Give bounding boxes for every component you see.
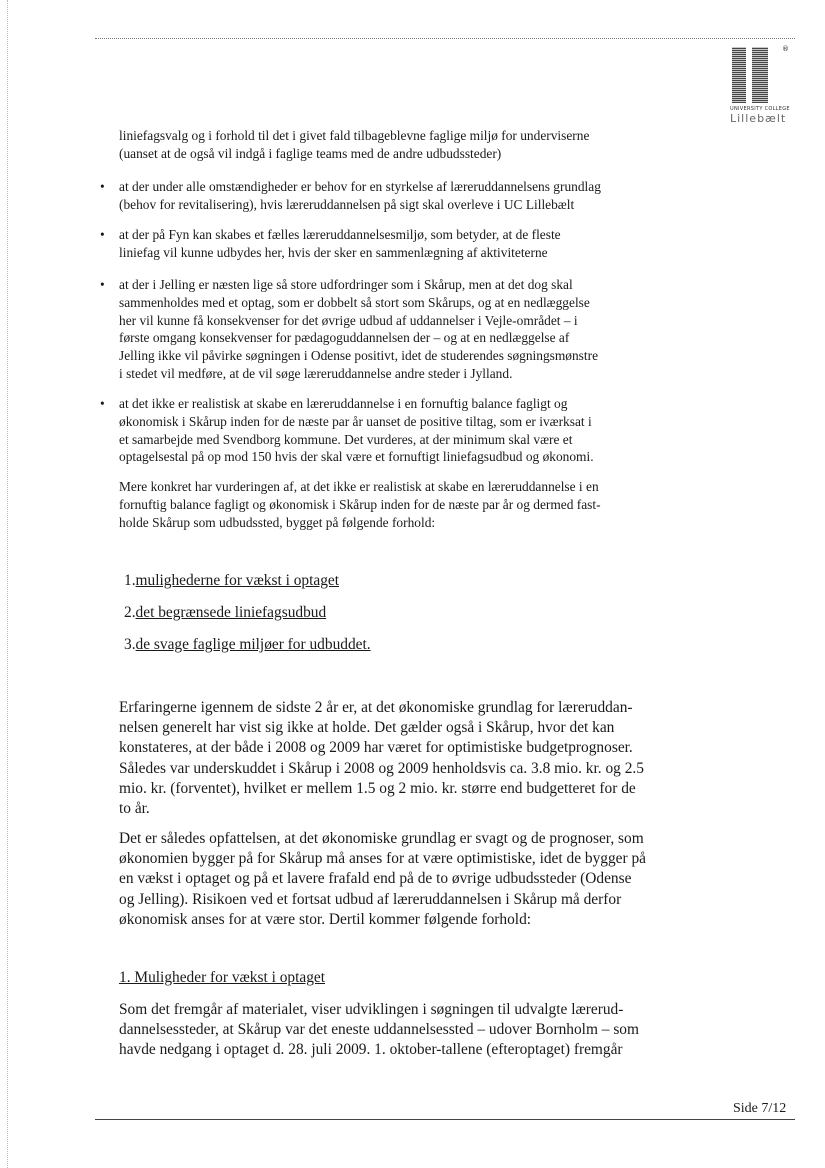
text-line: liniefagsvalg og i forhold til det i givet fald tilbageblevne faglige miljø for underviserne xyxy=(119,128,590,143)
item-text: de svage faglige miljøer for udbuddet. xyxy=(135,636,371,653)
text-line: et samarbejde med Svendborg kommune. Det vurderes, at der minimum skal være et xyxy=(119,431,573,447)
page-edge xyxy=(7,0,8,1168)
text-line: og Jelling). Risikoen ved et fortsat udbud af læreruddannelsen i Skårup må derfor xyxy=(119,890,622,908)
header-rule xyxy=(95,38,795,39)
bullet-item xyxy=(119,276,679,383)
text-line: holde Skårup som udbudssted, bygget på følgende forhold: xyxy=(119,514,436,530)
text-line: at der på Fyn kan skabes et fælles læreruddannelsesmiljø, som betyder, at de fleste xyxy=(119,227,561,242)
summary-paragraph xyxy=(119,478,664,531)
text-line: i stedet vil medføre, at de vil søge læreruddannelse andre steder i Jylland. xyxy=(119,365,513,381)
item-text: mulighederne for vækst i optaget xyxy=(135,572,339,589)
bullet-icon: • xyxy=(100,396,105,411)
text-line: to år. xyxy=(119,800,150,818)
text-line: økonomisk anses for at være stor. Dertil kommer følgende forhold: xyxy=(119,910,532,928)
footer-rule xyxy=(95,1119,795,1120)
paragraph-risk xyxy=(119,829,679,930)
numbered-item-3 xyxy=(124,636,371,654)
text-line: her vil kunne få konsekvenser for det øvrige udbud af uddannelser i Vejle-området – i xyxy=(119,312,578,328)
text-line: nelsen generelt har vist sig ikke at holde. Det gælder også i Skårup, hvor det kan xyxy=(119,719,615,737)
text-line: sammenholdes med et optag, som er dobbelt så stort som Skårups, og at en nedlæggelse xyxy=(119,294,590,310)
numbered-item-1 xyxy=(124,572,339,590)
text-line: mio. kr. (forventet), hvilket er mellem 1.5 og 2 mio. kr. større end budgetteret for de xyxy=(119,779,636,797)
text-line: (uanset at de også vil indgå i faglige teams med de andre udbudssteder) xyxy=(119,145,502,161)
text-line: optagelsestal på op mod 150 hvis der skal være et fornuftigt liniefagsudbud og økonomi. xyxy=(119,449,594,465)
text-line: første omgang konsekvenser for pædagoguddannelsen der – og at en nedlæggelse af xyxy=(119,330,570,346)
bullet-item xyxy=(119,395,679,466)
bullet-icon: • xyxy=(100,227,105,242)
logo-org-label: UNIVERSITY COLLEGE xyxy=(730,106,790,112)
section-heading: 1. Muligheder for vækst i optaget xyxy=(119,969,326,986)
uc-lillebaelt-logo xyxy=(730,47,790,137)
item-number: 1. xyxy=(124,572,136,589)
bullet-item xyxy=(119,178,679,214)
text-line: havde nedgang i optaget d. 28. juli 2009. 1. oktober-tallene (efteroptaget) fremgår xyxy=(119,1041,623,1059)
text-line: Mere konkret har vurderingen af, at det ikke er realistisk at skabe en læreruddannelse i en xyxy=(119,479,599,494)
item-text: det begrænsede liniefagsudbud xyxy=(135,604,327,621)
text-line: Således var underskuddet i Skårup i 2008 og 2009 henholdsvis ca. 3.8 mio. kr. og 2.5 xyxy=(119,759,644,777)
text-line: (behov for revitalisering), hvis læreruddannelsen på sigt skal overleve i UC Lillebælt xyxy=(119,196,575,212)
text-line: konstateres, at der både i 2008 og 2009 har været for optimistiske budgetprognoser. xyxy=(119,739,633,757)
text-line: at det ikke er realistisk at skabe en læreruddannelse i en fornuftig balance fagligt og xyxy=(119,396,568,411)
numbered-item-2 xyxy=(124,604,326,622)
text-line: at der i Jelling er næsten lige så store udfordringer som i Skårup, men at det dog skal xyxy=(119,277,573,292)
text-line: Erfaringerne igennem de sidste 2 år er, at det økonomiske grundlag for læreruddan- xyxy=(119,699,633,716)
paragraph-growth xyxy=(119,1000,679,1061)
item-number: 3. xyxy=(124,636,136,653)
text-line: dannelsessteder, at Skårup var det eneste uddannelsessted – udover Bornholm – som xyxy=(119,1021,639,1039)
text-line: en vækst i optaget og på et lavere frafald end på de to øvrige udbudssteder (Odense xyxy=(119,870,632,888)
text-line: Som det fremgår af materialet, viser udviklingen i søgningen til udvalgte lærerud- xyxy=(119,1001,624,1018)
bullet-item xyxy=(119,226,679,262)
text-line: økonomien bygger på for Skårup må anses for at være optimistiske, idet de bygger på xyxy=(119,850,647,868)
continuation-text xyxy=(119,127,679,163)
text-line: Jelling ikke vil påvirke søgningen i Odense positivt, idet de studerendes søgningsmønstre xyxy=(119,348,599,364)
logo-name-label: Lillebælt xyxy=(730,112,787,125)
text-line: økonomisk i Skårup inden for de næste par år uanset de positive tiltag, som er iværksat i xyxy=(119,413,592,429)
bullet-icon: • xyxy=(100,179,105,194)
text-line: Det er således opfattelsen, at det økonomiske grundlag er svagt og de prognoser, som xyxy=(119,830,644,847)
text-line: fornuftig balance fagligt og økonomisk i Skårup inden for de næste par år og dermed fast- xyxy=(119,496,601,512)
logo-mark-icon xyxy=(732,47,768,103)
page-number: Side 7/12 xyxy=(733,1101,787,1116)
text-line: at der under alle omstændigheder er behov for en styrkelse af læreruddannelsens grundlag xyxy=(119,179,601,194)
bullet-icon: • xyxy=(100,277,105,292)
paragraph-economy xyxy=(119,698,679,819)
logo-registered: ® xyxy=(782,45,789,53)
text-line: liniefag vil kunne udbydes her, hvis der sker en sammenlægning af aktiviteterne xyxy=(119,244,548,260)
item-number: 2. xyxy=(124,604,136,621)
